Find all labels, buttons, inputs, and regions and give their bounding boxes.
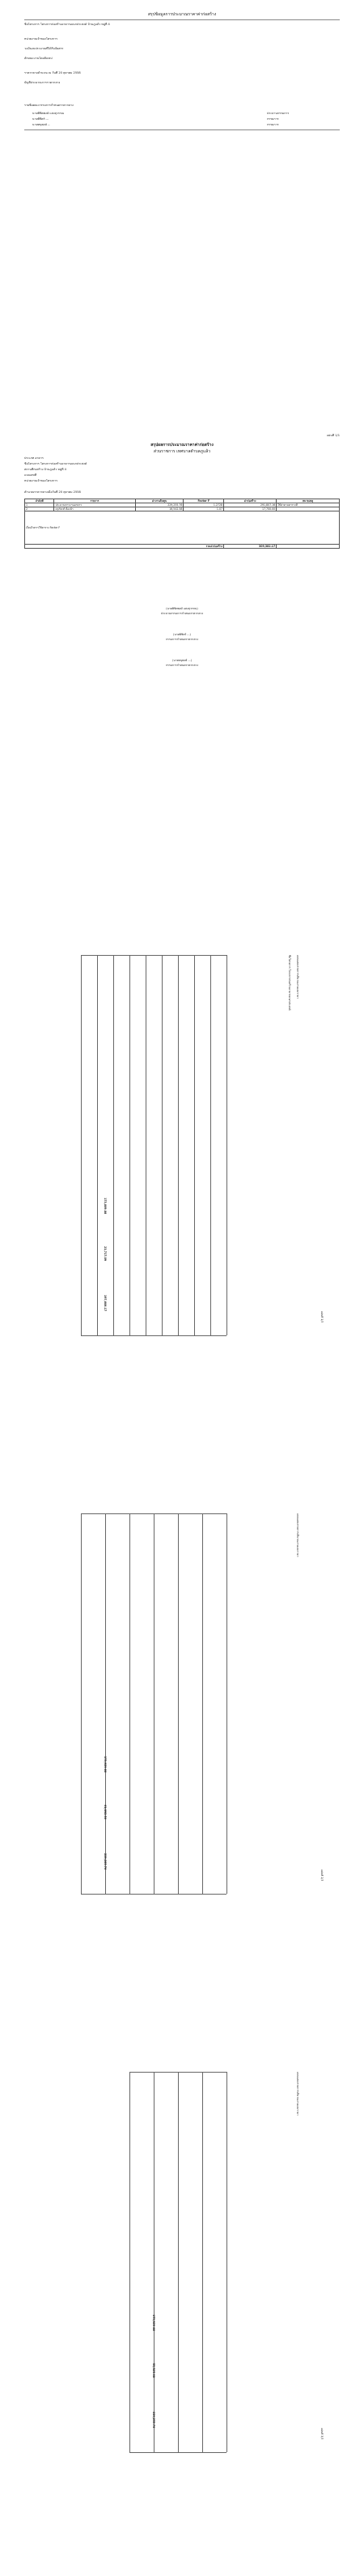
signer-2: (นายพิชิตร์ ...) — [173, 633, 191, 636]
item-1: ชื่อโครงการ โครงการก่อสร้างอาคารอเนกประสงค์ บ้านภูแล้ว หมู่ที่ 4 — [24, 23, 110, 26]
sheet1-subtitle: ชื่อโครงการ โครงการก่อสร้างอาคารอเนกประสงค์ — [288, 955, 291, 1011]
item-4: ลักษณะงานโดยสังเขป — [24, 57, 53, 60]
summary-page — [24, 0, 340, 372]
page2-title: สรุปผลการประมาณราคาค่าก่อสร้าง — [150, 443, 214, 448]
sheet3-page: แผ่นที่ 3/3 — [320, 2428, 324, 2440]
sheet3-subtotal-1: 173,929.88 — [152, 2315, 155, 2332]
committee-1-role: ประธานกรรมการ — [267, 112, 290, 115]
factor-conditions: เงื่อนไขการใช้ตาราง Factor F — [25, 511, 340, 545]
signer-1: (นายพิชิตพงษ์ แสงสุวรรณ) — [166, 607, 198, 610]
committee-3-role: กรรมการ — [267, 123, 279, 126]
col-no: ลำดับที่ — [25, 499, 54, 503]
sheet1-subtotal-1: 173,889.08 — [104, 1198, 107, 1215]
meta-4: แบบเลขที่ — [24, 473, 37, 477]
row-no: 2 — [25, 507, 54, 511]
sheet2-title: แบบแสดงรายการปริมาณงานและราคา — [296, 1513, 299, 1557]
page1-header: สรุปข้อมูลการประมาณราคาค่าก่อสร้าง — [147, 12, 217, 17]
signer-3: (นายทนุพงษ์ ...) — [172, 659, 192, 662]
meta-3: สถานที่ก่อสร้าง บ้านภูแล้ว หมู่ที่ 4 — [24, 468, 66, 471]
page2-subtitle: ส่วนราชการ เทศบาลตำบลภูแล้ว — [153, 449, 211, 454]
committee-1-name: นายพิชิตพงษ์ แสงสุวรรณ — [32, 112, 65, 115]
quantity-sheet-1 — [32, 955, 332, 1376]
signer-2-role: กรรมการกำหนดราคากลาง — [165, 638, 198, 641]
sheet3-title: แบบแสดงรายการปริมาณงานและราคา — [296, 2072, 299, 2116]
row-factor: 1.2728 — [184, 503, 224, 507]
sheet1-page: แผ่นที่ 1/3 — [320, 1311, 324, 1323]
meta-5: หน่วยงานเจ้าของโครงการ — [24, 479, 58, 482]
sheet1-subtotal-3: 197,606.17 — [104, 1295, 107, 1312]
committee-2-role: กรรมการ — [267, 117, 279, 121]
price-summary-page — [24, 421, 340, 769]
sheet2-subtotal-1: 173,929.88 — [104, 1756, 107, 1773]
item-6: บัญชีประมาณการราคากลาง — [24, 81, 61, 84]
row-factor: 1.07 — [184, 507, 224, 511]
col-total: ค่าก่อสร้าง — [224, 499, 277, 503]
item-3: วงเงินงบประมาณที่ได้รับจัดสรร — [24, 47, 64, 50]
row-item: ประมาณการงานอาคาร — [54, 503, 135, 507]
quantity-sheet-3 — [32, 2072, 332, 2493]
sheet2-subtotal-2: 61,092.56 — [104, 1805, 107, 1819]
sheet2-page: แผ่นที่ 2/3 — [320, 1869, 324, 1882]
total-value: 309,382.17 — [224, 545, 277, 549]
signer-3-role: กรรมการกำหนดราคากลาง — [165, 664, 198, 667]
sheet1-subtotal-2: 23,717.09 — [104, 1246, 107, 1261]
table-row — [25, 503, 340, 507]
quantity-sheet-2 — [32, 1513, 332, 1934]
row-cost: 16,542.58 — [135, 507, 184, 511]
sheet3-total: 229,255.76 — [152, 2412, 155, 2429]
meta-1: ประเภท อาคาร — [24, 456, 44, 460]
col-item: รายการ — [54, 499, 135, 503]
page2-number: แผ่นที่ 1/1 — [326, 434, 340, 437]
row-note: ใช้ค่าตามตารางที่ — [277, 503, 340, 507]
meta-2: ชื่อโครงการ โครงการก่อสร้างอาคารอเนกประสงค์ — [24, 462, 87, 465]
row-item: ครุภัณฑ์ ห้องน้ำ — [54, 507, 135, 511]
col-cost: ค่างานต้นทุน — [135, 499, 184, 503]
item-5: ราคากลางคำนวณ ณ วันที่ 20 ตุลาคม 2558 — [24, 71, 81, 74]
sheet2-subtotal-3: 229,285.76 — [104, 1853, 107, 1870]
row-cost: 229,255.76 — [135, 503, 184, 507]
col-note: หมายเหตุ — [277, 499, 340, 503]
row-total: 291,807.16 — [224, 503, 277, 507]
item-7: รายชื่อคณะกรรมการกำหนดราคากลาง — [24, 104, 74, 107]
meta-6: คำนวณราคากลางเมื่อวันที่ 20 ตุลาคม 2558 — [24, 490, 81, 494]
total-label: รวมค่าก่อสร้าง — [25, 545, 224, 549]
item-2: หน่วยงานเจ้าของโครงการ — [24, 37, 58, 40]
committee-2-name: นายพิชิตร์ ... — [32, 117, 49, 121]
committee-3-name: นายทนุพงษ์ ... — [32, 123, 51, 126]
row-total: 17,700.00 — [224, 507, 277, 511]
col-factor: Factor F — [184, 499, 224, 503]
sheet3-subtotal-2: 55,325.88 — [152, 2363, 155, 2378]
summary-table — [24, 499, 340, 549]
signer-1-role: ประธานกรรมการกำหนดราคากลาง — [160, 612, 204, 615]
row-no: 1 — [25, 503, 54, 507]
sheet1-title: แบบแสดงรายการปริมาณงานและราคา — [296, 955, 299, 999]
